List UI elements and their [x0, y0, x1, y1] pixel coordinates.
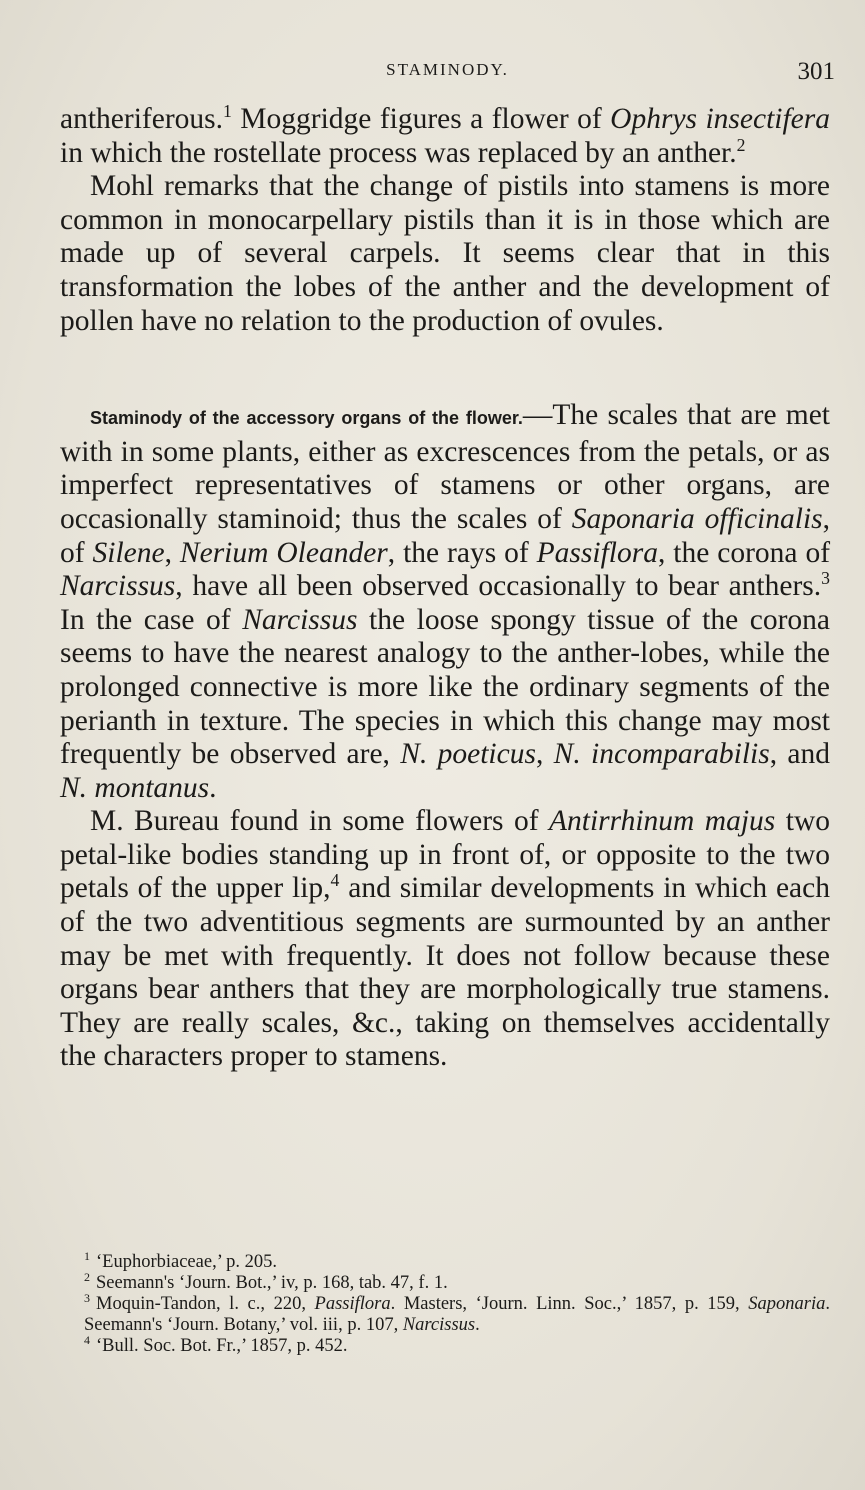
- paragraph-4: M. Bureau found in some flowers of Antirrhinum majus two petal-like bodies standing up in front of, or opposite to the two petals of the upper lip,$^4$ and similar developments in which each of the two adventitious segments are surmounted by an anther may be met with frequently. It does not follow because these organs bear anthers that they are morphologically true stamens. They are really scales, &c., taking on themselves accidentally the characters proper to stamens.: [60, 805, 830, 1073]
- paragraph-2: Mohl remarks that the change of pistils into stamens is more common in monocarpellary pistils than it is in those which are made up of several carpels. It seems clear that in this transformation the lobes of the anther and the development of pollen have no relation to the production of ovules.: [60, 170, 830, 337]
- paragraph-3: Staminody of the accessory organs of the flower.—The scales that are met with in some plants, either as excrescences from the petals, or as imperfect representatives of stamens or other organs, are occasionally staminoid; thus the scales of Saponaria officinalis, of Silene, Nerium Oleander, the rays of Passiflora, the corona of Narcissus, have all been observed occasionally to bear anthers.$^3$ In the case of Narcissus the loose spongy tissue of the corona seems to have the nearest analogy to the anther-lobes, while the prolonged connective is more like the ordinary segments of the perianth in texture. The species in which this change may most frequently be observed are, N. poeticus, N. incomparabilis, and N. montanus.: [60, 399, 831, 804]
- footnote-1: $^1$ ‘Euphorbiaceae,’ p. 205.: [84, 1248, 277, 1272]
- running-head: STAMINODY.: [386, 60, 509, 79]
- footnote-4: $^4$ ‘Bull. Soc. Bot. Fr.,’ 1857, p. 452.: [84, 1332, 348, 1356]
- footnote-ref-4[interactable]: 4: [330, 870, 340, 891]
- footnote-ref-2[interactable]: 2: [736, 134, 746, 155]
- page-number: 301: [797, 58, 835, 85]
- page-header: [60, 58, 835, 88]
- footnote-2: $^2$ Seemann's ‘Journ. Bot.,’ iv, p. 168, tab. 47, f. 1.: [84, 1269, 448, 1293]
- footnote-ref-1[interactable]: 1: [223, 101, 232, 122]
- footnote-ref-3[interactable]: 3: [821, 568, 830, 589]
- footnote-3: $^3$ Moquin-Tandon, l. c., 220, Passiflora. Masters, ‘Journ. Linn. Soc.,’ 1857, p. 159, Saponaria. Seemann's ‘Journ. Botany,’ vol. iii, p. 107, Narcissus.: [84, 1290, 830, 1335]
- body-text: [60, 103, 830, 1074]
- section-heading: Staminody of the accessory organs of the flower.: [90, 408, 523, 429]
- paragraph-1: antheriferous.$^1$ Moggridge figures a flower of Ophrys insectifera in which the rostellate process was replaced by an anther.$^2$: [60, 101, 830, 169]
- footnotes: [60, 1248, 830, 1357]
